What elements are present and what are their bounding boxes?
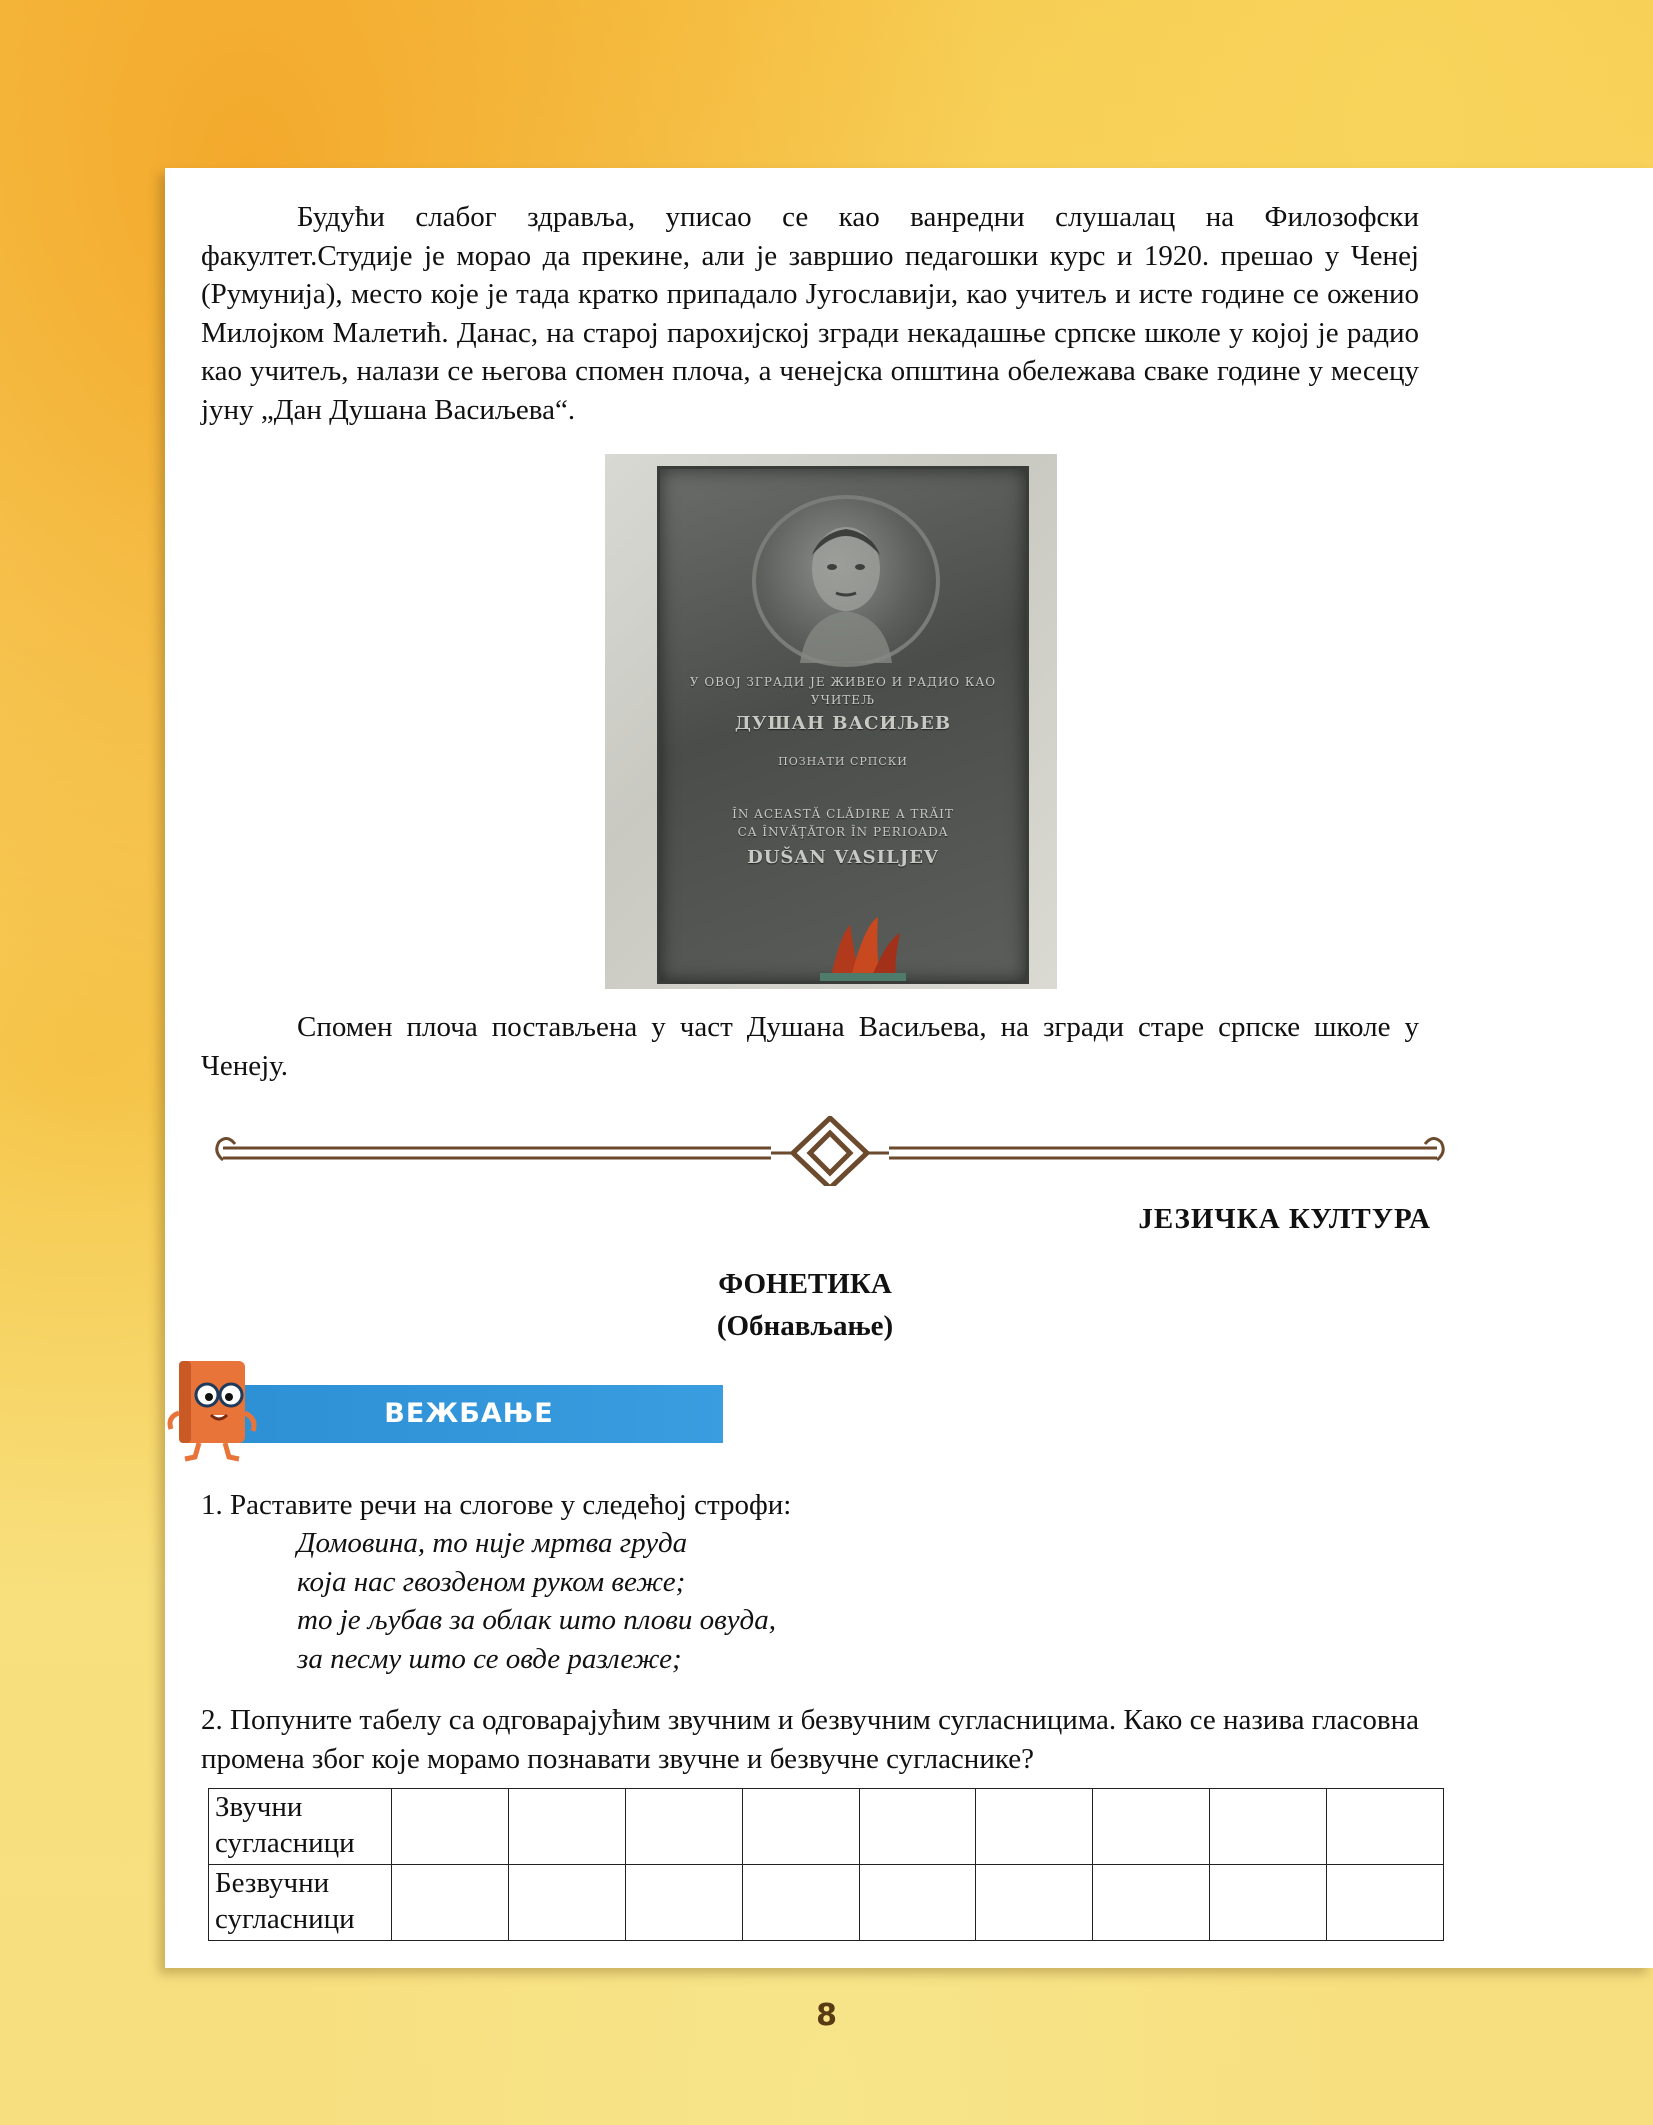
portrait-relief (752, 495, 940, 667)
photo-caption: Спомен плоча постављена у част Душана Васиљева, на згради старе српске школе у Ченеју. (201, 1011, 1419, 1082)
verse-line: Домовина, то није мртва груда (297, 1527, 688, 1559)
book-mascot-icon (165, 1353, 265, 1463)
table-cell[interactable] (976, 1865, 1093, 1941)
table-row (209, 1789, 1444, 1865)
table-cell[interactable] (859, 1865, 976, 1941)
table-cell[interactable] (976, 1789, 1093, 1865)
table-cell[interactable] (391, 1865, 508, 1941)
topic-title: ФОНЕТИКА (718, 1268, 892, 1300)
table-cell[interactable] (859, 1789, 976, 1865)
section-title: ЈЕЗИЧКА КУЛТУРА (1138, 1203, 1431, 1235)
table-cell[interactable] (625, 1865, 742, 1941)
table-cell[interactable] (391, 1789, 508, 1865)
exercise-label: ВЕЖБАЊЕ (384, 1398, 554, 1429)
plaque-text-line: ÎN ACEASTĂ CLĂDIRE A TRĂIT (732, 807, 954, 821)
table-cell[interactable] (1327, 1865, 1444, 1941)
page-sheet (165, 168, 1653, 1968)
plaque-text-line: CA ÎNVĂŢĂTOR ÎN PERIOADA (737, 825, 949, 839)
verse-line: за песму што се овде разлеже; (297, 1643, 682, 1675)
paragraph-biography: Будући слабог здравља, уписао се као ванредни слушалац на Филозофски факултет.Студије је морао да прекине, али је завршио педагошки курс и 1920. прешао у Ченеј (Румунија), место које је тада кратко припадало Југославији, као учитељ и исте године се оженио Милојком Малетић. Данас, на старој парохијској згради некадашње српске школе у којој је радио као учитељ, налази се његова спомен плоча, а ченејска општина обележава сваке године у месецу јуну „Дан Душана Васиљева“. (201, 201, 1419, 426)
exercise-banner (153, 1353, 726, 1463)
table-cell[interactable] (508, 1789, 625, 1865)
plaque-text-line: У ОВОЈ ЗГРАДИ ЈЕ ЖИВЕО И РАДИО КАО (689, 675, 997, 689)
table-cell[interactable] (742, 1789, 859, 1865)
task-1: 1. Раставите речи на слогове у следећој строфи: (201, 1489, 792, 1521)
row-label-voiced: Звучни сугласници (209, 1789, 392, 1865)
memorial-plaque-photo (605, 454, 1057, 989)
table-cell[interactable] (625, 1789, 742, 1865)
task-2: 2. Попуните табелу са одговарајућим звучним и безвучним сугласницима. Како се назива гласовна промена због које морамо познавати звучне и безвучне сугласнике? (201, 1704, 1419, 1775)
topic-subtitle: (Обнављање) (716, 1310, 894, 1342)
table-row (209, 1865, 1444, 1941)
plaque-text-line: DUŠAN VASILJEV (747, 847, 939, 868)
plaque-text-line: УЧИТЕЉ (810, 693, 876, 707)
table-cell[interactable] (1210, 1789, 1327, 1865)
table-cell[interactable] (1327, 1789, 1444, 1865)
plaque-text-line: ДУШАН ВАСИЉЕВ (734, 713, 952, 734)
ornament-divider (201, 1116, 1459, 1186)
verse-line: то је љубав за облак што плови овуда, (297, 1604, 776, 1636)
table-cell[interactable] (742, 1865, 859, 1941)
row-label-voiceless: Безвучни сугласници (209, 1865, 392, 1941)
table-cell[interactable] (1093, 1865, 1210, 1941)
verse-line: која нас гвозденом руком веже; (297, 1566, 686, 1598)
table-cell[interactable] (508, 1865, 625, 1941)
banner-bar (215, 1385, 723, 1443)
table-cell[interactable] (1210, 1865, 1327, 1941)
page-number: 8 (816, 1998, 837, 2033)
plaque (657, 466, 1029, 984)
consonants-table (208, 1788, 1444, 1941)
table-cell[interactable] (1093, 1789, 1210, 1865)
flowers-icon (820, 915, 906, 981)
plaque-text-line: ПОЗНАТИ СРПСКИ (778, 755, 908, 768)
